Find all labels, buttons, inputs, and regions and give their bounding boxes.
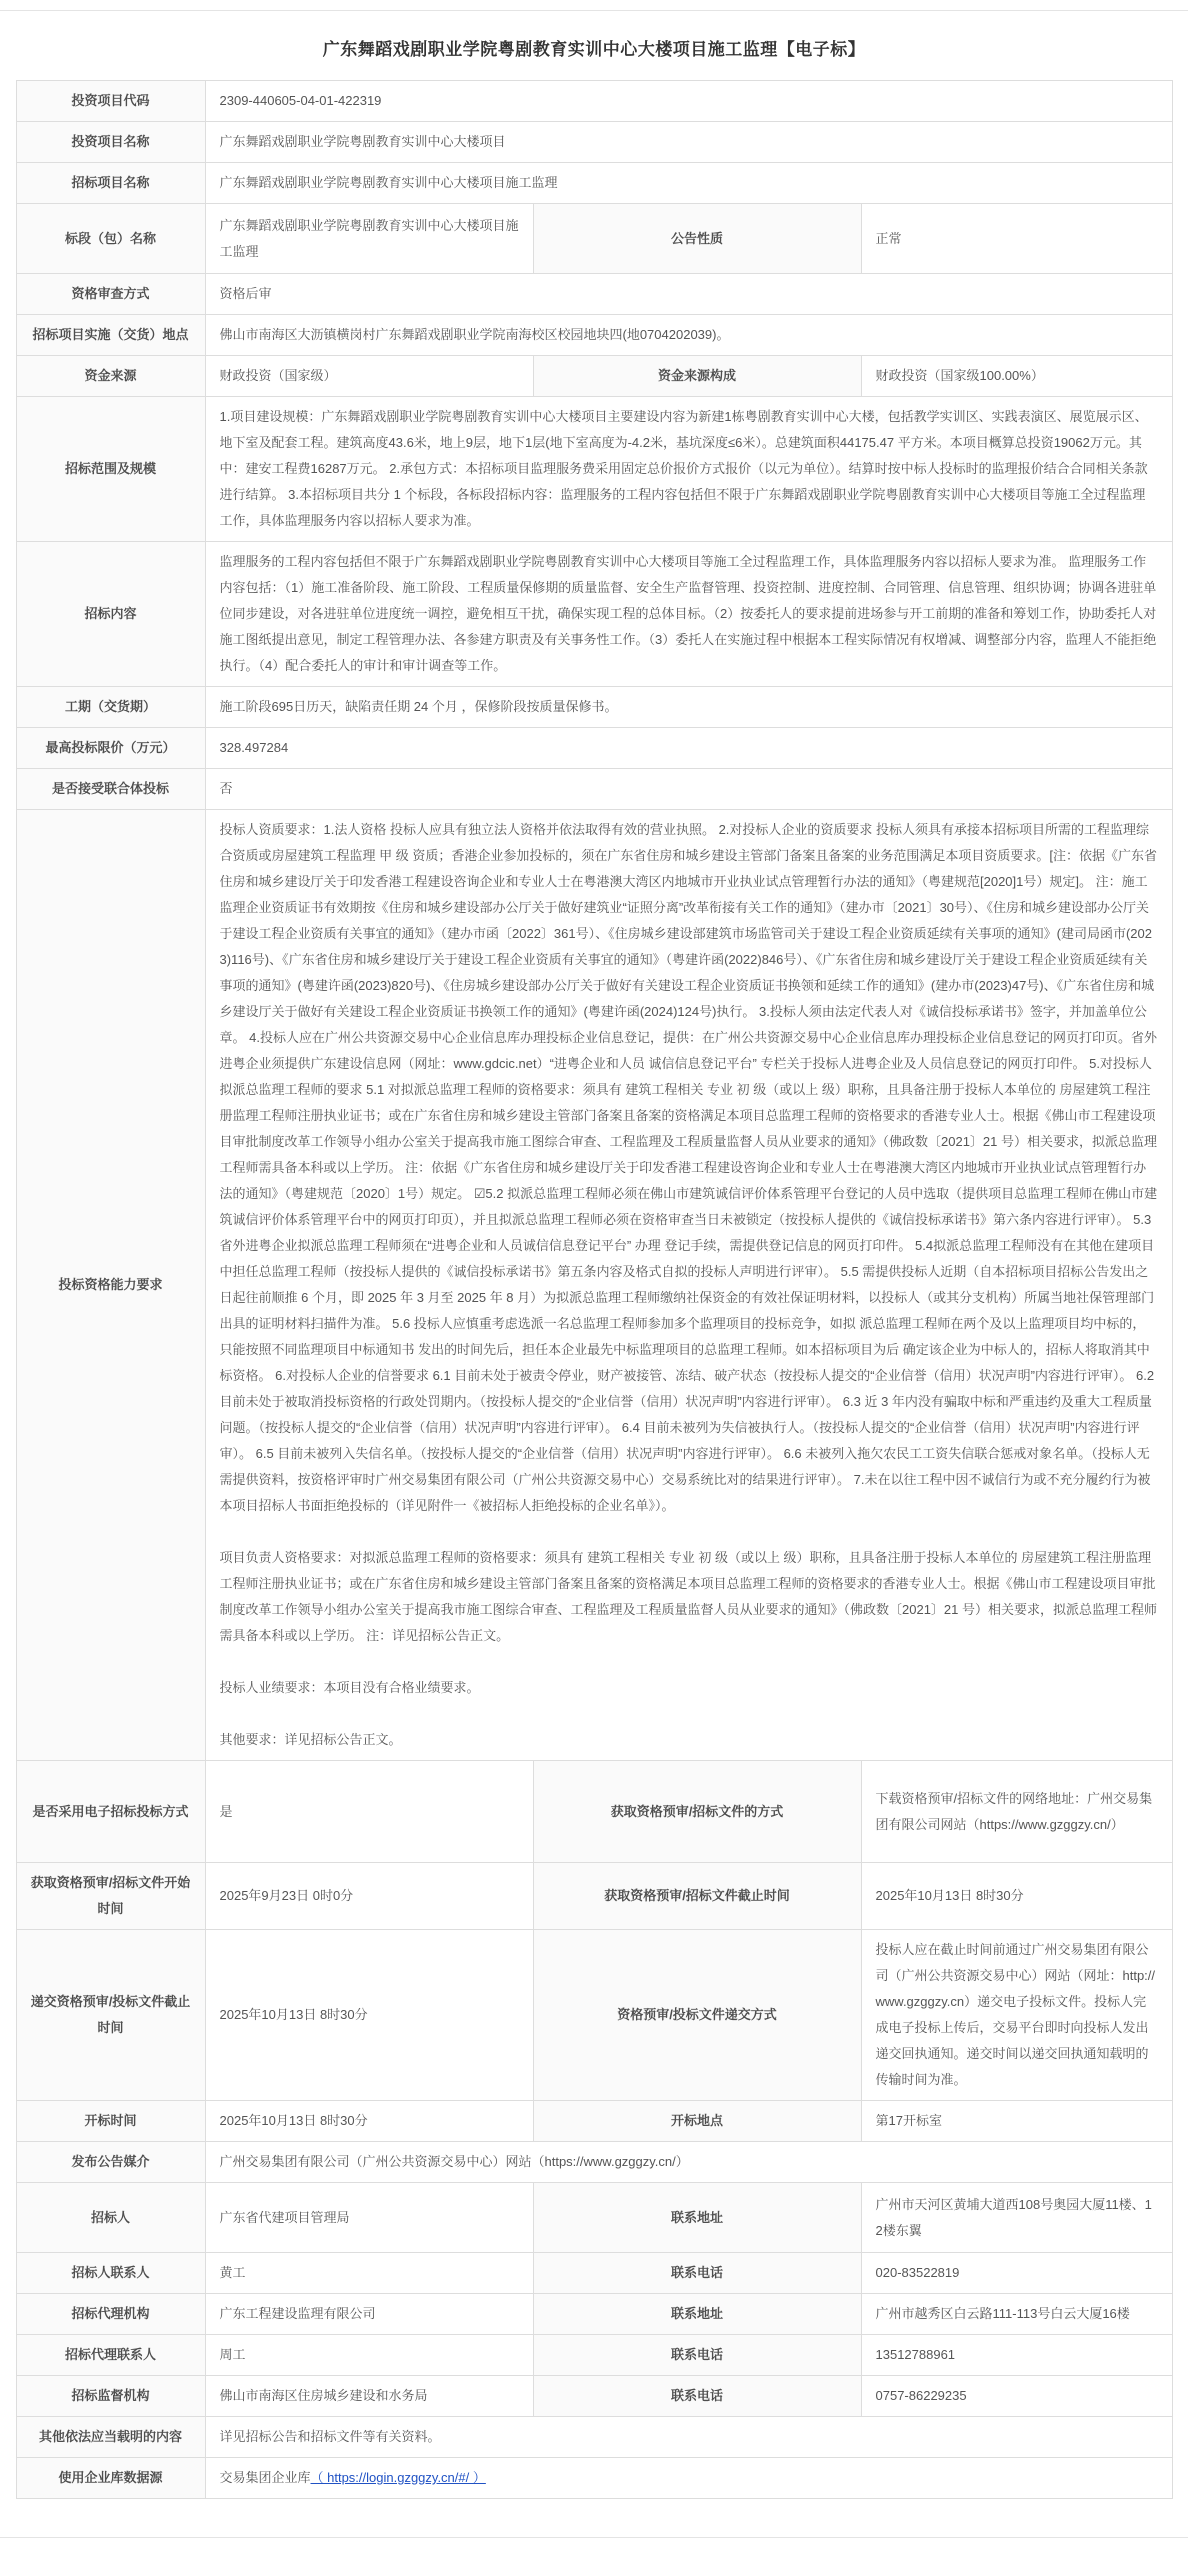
row-submission-deadline [16,1930,1172,2101]
value-document-acquisition-deadline: 2025年10月13日 8时30分 [861,1863,1172,1930]
row-qualification-review-method [16,274,1172,315]
value-section-package-name: 广东舞蹈戏剧职业学院粤剧教育实训中心大楼项目施工监理 [205,204,533,274]
label-tenderer: 招标人 [16,2183,205,2253]
value-investment-project-name: 广东舞蹈戏剧职业学院粤剧教育实训中心大楼项目 [205,122,1172,163]
label-bid-opening-location: 开标地点 [533,2101,861,2142]
value-construction-period: 施工阶段695日历天，缺陷责任期 24 个月 ，保修阶段按质量保修书。 [205,687,1172,728]
label-funding-source: 资金来源 [16,356,205,397]
label-submission-deadline: 递交资格预审/投标文件截止时间 [16,1930,205,2101]
label-enterprise-database-source: 使用企业库数据源 [16,2458,205,2499]
qualification-paragraph-project-leader: 项目负责人资格要求：对拟派总监理工程师的资格要求：须具有 建筑工程相关 专业 初 级（或以上 级）职称，且具备注册于投标人本单位的 房屋建筑工程注册监理工程师注册执业证书；或在广东省住房和城乡建设主管部门备案且备案的资格满足本项目总监理工程师的资格要求的香港专业人士。根据《佛山市工程建设项目审批制度改革工作领导小组办公室关于提高我市施工图综合审查、工程监理及工程质量监督人员从业要求的通知》（佛政数〔2021〕21 号）相关要求，拟派总监理工程师需具备本科或以上学历。 注：详见招标公告正文。 [219,1550,1157,1643]
row-bidder-qualification-requirements [16,810,1172,1761]
value-document-acquisition-method: 下载资格预审/招标文件的网络地址：广州交易集团有限公司网站（https://www.gzggzy.cn/） [861,1761,1172,1863]
row-tender-scope-and-scale [16,397,1172,542]
label-tender-project-name: 招标项目名称 [16,163,205,204]
value-electronic-bidding: 是 [205,1761,533,1863]
row-section-package-name [16,204,1172,274]
row-investment-project-code [16,81,1172,122]
label-electronic-bidding: 是否采用电子招标投标方式 [16,1761,205,1863]
label-bid-opening-time: 开标时间 [16,2101,205,2142]
label-construction-period: 工期（交货期） [16,687,205,728]
value-supervision-authority: 佛山市南海区住房城乡建设和水务局 [205,2376,533,2417]
value-submission-method: 投标人应在截止时间前通过广州交易集团有限公司（广州公共资源交易中心）网站（网址：http://www.gzggzy.cn）递交电子投标文件。投标人完成电子投标上传后，交易平台即时向投标人发出递交回执通知。递交时间以递交回执通知载明的传输时间为准。 [861,1930,1172,2101]
page-title: 广东舞蹈戏剧职业学院粤剧教育实训中心大楼项目施工监理【电子标】 [322,40,866,59]
row-construction-period [16,687,1172,728]
value-bid-opening-time: 2025年10月13日 8时30分 [205,2101,533,2142]
row-max-bid-price [16,728,1172,769]
value-tender-project-name: 广东舞蹈戏剧职业学院粤剧教育实训中心大楼项目施工监理 [205,163,1172,204]
label-tender-scope-and-scale: 招标范围及规模 [16,397,205,542]
qualification-paragraph-other: 其他要求：详见招标公告正文。 [219,1732,402,1747]
value-announcement-nature: 正常 [861,204,1172,274]
label-funding-composition: 资金来源构成 [533,356,861,397]
label-investment-project-code: 投资项目代码 [16,81,205,122]
label-submission-method: 资格预审/投标文件递交方式 [533,1930,861,2101]
value-tenderer-contact-phone: 020-83522819 [861,2253,1172,2294]
enterprise-database-link[interactable]: （ https://login.gzggzy.cn/#/ ） [310,2470,486,2485]
label-bidder-qualification-requirements: 投标资格能力要求 [16,810,205,1761]
label-other-required-content: 其他依法应当载明的内容 [16,2417,205,2458]
value-tender-scope-and-scale: 1.项目建设规模：广东舞蹈戏剧职业学院粤剧教育实训中心大楼项目主要建设内容为新建1栋粤剧教育实训中心大楼，包括教学实训区、实践表演区、展览展示区、地下室及配套工程。建筑高度43.6米，地上9层，地下1层(地下室高度为-4.2米，基坑深度≤6米）。总建筑面积44175.47 平方米。本项目概算总投资19062万元。其中：建安工程费16287万元。 2.承包方式：本招标项目监理服务费采用固定总价报价方式报价（以元为单位）。结算时按中标人投标时的监理报价结合合同相关条款进行结算。 3.本招标项目共分 1 个标段，各标段招标内容：监理服务的工程内容包括但不限于广东舞蹈戏剧职业学院粤剧教育实训中心大楼项目等施工全过程监理工作，具体监理服务内容以招标人要求为准。 [205,397,1172,542]
value-submission-deadline: 2025年10月13日 8时30分 [205,1930,533,2101]
label-announcement-nature: 公告性质 [533,204,861,274]
label-tenderer-contact-phone: 联系电话 [533,2253,861,2294]
value-other-required-content: 详见招标公告和招标文件等有关资料。 [205,2417,1172,2458]
label-tenderer-contact-address: 联系地址 [533,2183,861,2253]
row-investment-project-name [16,122,1172,163]
value-tenderer: 广东省代建项目管理局 [205,2183,533,2253]
value-funding-composition: 财政投资（国家级100.00%） [861,356,1172,397]
value-agency-contact-phone: 13512788961 [861,2335,1172,2376]
row-tender-content [16,542,1172,687]
row-tender-project-name [16,163,1172,204]
label-section-package-name: 标段（包）名称 [16,204,205,274]
label-agency: 招标代理机构 [16,2294,205,2335]
value-tenderer-contact: 黄工 [205,2253,533,2294]
row-agency [16,2294,1172,2335]
value-agency: 广东工程建设监理有限公司 [205,2294,533,2335]
row-bid-opening [16,2101,1172,2142]
label-implementation-location: 招标项目实施（交货）地点 [16,315,205,356]
value-tenderer-contact-address: 广州市天河区黄埔大道西108号奥园大厦11楼、12楼东翼 [861,2183,1172,2253]
label-supervision-authority: 招标监督机构 [16,2376,205,2417]
row-implementation-location [16,315,1172,356]
row-tenderer [16,2183,1172,2253]
value-agency-contact: 周工 [205,2335,533,2376]
label-tender-content: 招标内容 [16,542,205,687]
value-qualification-review-method: 资格后审 [205,274,1172,315]
tender-info-table [16,80,1173,2499]
label-agency-contact-phone: 联系电话 [533,2335,861,2376]
qualification-paragraph-performance: 投标人业绩要求：本项目没有合格业绩要求。 [219,1680,480,1695]
label-agency-contact-address: 联系地址 [533,2294,861,2335]
row-supervision-authority [16,2376,1172,2417]
value-agency-contact-address: 广州市越秀区白云路111-113号白云大厦16楼 [861,2294,1172,2335]
value-bid-opening-location: 第17开标室 [861,2101,1172,2142]
label-qualification-review-method: 资格审查方式 [16,274,205,315]
row-joint-venture-accepted [16,769,1172,810]
label-document-acquisition-deadline: 获取资格预审/招标文件截止时间 [533,1863,861,1930]
value-investment-project-code: 2309-440605-04-01-422319 [205,81,1172,122]
value-joint-venture-accepted: 否 [205,769,1172,810]
row-document-acquisition-time [16,1863,1172,1930]
label-supervision-phone: 联系电话 [533,2376,861,2417]
label-document-acquisition-start: 获取资格预审/招标文件开始时间 [16,1863,205,1930]
row-tenderer-contact [16,2253,1172,2294]
row-other-required-content [16,2417,1172,2458]
value-enterprise-database-source [205,2458,1172,2499]
bottom-divider [0,2537,1188,2538]
row-announcement-media [16,2142,1172,2183]
label-agency-contact: 招标代理联系人 [16,2335,205,2376]
value-max-bid-price: 328.497284 [205,728,1172,769]
value-announcement-media: 广州交易集团有限公司（广州公共资源交易中心）网站（https://www.gzggzy.cn/） [205,2142,1172,2183]
row-enterprise-database-source [16,2458,1172,2499]
value-implementation-location: 佛山市南海区大沥镇横岗村广东舞蹈戏剧职业学院南海校区校园地块四(地0704202039)。 [205,315,1172,356]
value-tender-content: 监理服务的工程内容包括但不限于广东舞蹈戏剧职业学院粤剧教育实训中心大楼项目等施工全过程监理工作，具体监理服务内容以招标人要求为准。 监理服务工作内容包括：（1）施工准备阶段、施工阶段、工程质量保修期的质量监督、安全生产监督管理、投资控制、进度控制、合同管理、信息管理、组织协调；协调各进驻单位同步建设，对各进驻单位进度统一调控，避免相互干扰，确保实现工程的总体目标。（2）按委托人的要求提前进场参与开工前期的准备和筹划工作，协助委托人对施工图纸提出意见，制定工程管理办法、各参建方职责及有关事务性工作。（3）委托人在实施过程中根据本工程实际情况有权增减、调整部分内容，监理人不能拒绝执行。（4）配合委托人的审计和审计调查等工作。 [205,542,1172,687]
value-document-acquisition-start: 2025年9月23日 0时0分 [205,1863,533,1930]
label-max-bid-price: 最高投标限价（万元） [16,728,205,769]
label-investment-project-name: 投资项目名称 [16,122,205,163]
row-agency-contact [16,2335,1172,2376]
label-tenderer-contact: 招标人联系人 [16,2253,205,2294]
value-bidder-qualification-requirements [205,810,1172,1761]
row-funding-source [16,356,1172,397]
enterprise-database-name: 交易集团企业库 [219,2470,311,2485]
label-announcement-media: 发布公告媒介 [16,2142,205,2183]
label-joint-venture-accepted: 是否接受联合体投标 [16,769,205,810]
value-funding-source: 财政投资（国家级） [205,356,533,397]
qualification-paragraph-bidder: 投标人资质要求：1.法人资格 投标人应具有独立法人资格并依法取得有效的营业执照。 2.对投标人企业的资质要求 投标人须具有承接本招标项目所需的工程监理综合资质或房屋建筑工程监理 甲 级 资质；香港企业参加投标的，须在广东省住房和城乡建设主管部门备案且备案的业务范围满足本项目资质要求。[注：依据《广东省住房和城乡建设厅关于印发香港工程建设咨询企业和专业人士在粤港澳大湾区内地城市开业执业试点管理暂行办法的通知》（粤建规范[2020]1号）规定]。 注：施工监理企业资质证书有效期按《住房和城乡建设部办公厅关于做好建筑业“证照分离”改革衔接有关工作的通知》（建办市〔2021〕30号）、《住房和城乡建设部办公厅关于建设工程企业资质有关事宜的通知》（建办市函〔2022〕361号）、《住房城乡建设部建筑市场监管司关于建设工程企业资质延续有关事项的通知》(建司局函市(2023)116号)、《广东省住房和城乡建设厅关于建设工程企业资质有关事宜的通知》（粤建许函(2022)846号）、《广东省住房和城乡建设厅关于建设工程企业资质延续有关事项的通知》(粤建许函(2023)820号)、《住房城乡建设部办公厅关于做好有关建设工程企业资质证书换领和延续工作的通知》(建办市(2023)47号)、《广东省住房和城乡建设厅关于做好有关建设工程企业资质证书换领工作的通知》(粤建许函(2024)124号)执行。 3.投标人须由法定代表人对《诚信投标承诺书》签字，并加盖单位公章。 4.投标人应在广州公共资源交易中心企业信息库办理投标企业信息登记，提供：在广州公共资源交易中心企业信息库办理投标企业信息登记的网页打印页。省外进粤企业须提供广东建设信息网（网址：www.gdcic.net）“进粤企业和人员 诚信信息登记平台” 专栏关于投标人进粤企业及人员信息登记的网页打印件。 5.对投标人拟派总监理工程师的要求 5.1 对拟派总监理工程师的资格要求：须具有 建筑工程相关 专业 初 级（或以上 级）职称，且具备注册于投标人本单位的 房屋建筑工程注册监理工程师注册执业证书；或在广东省住房和城乡建设主管部门备案且备案的资格满足本项目总监理工程师的资格要求的香港专业人士。根据《佛山市工程建设项目审批制度改革工作领导小组办公室关于提高我市施工图综合审查、工程监理及工程质量监督人员从业要求的通知》（佛政数〔2021〕21 号）相关要求，拟派总监理工程师需具备本科或以上学历。 注：依据《广东省住房和城乡建设厅关于印发香港工程建设咨询企业和专业人士在粤港澳大湾区内地城市开业执业试点管理暂行办法的通知》（粤建规范〔2020〕1号）规定。 ☑5.2 拟派总监理工程师必须在佛山市建筑诚信评价体系管理平台登记的人员中选取（提供项目总监理工程师在佛山市建筑诚信评价体系管理平台中的网页打印页），并且拟派总监理工程师必须在资格审查当日未被锁定（按投标人提供的《诚信投标承诺书》第六条内容进行评审）。 5.3 省外进粤企业拟派总监理工程师须在“进粤企业和人员诚信信息登记平台” 办理 登记手续，需提供登记信息的网页打印件。 5.4拟派总监理工程师没有在其他在建项目中担任总监理工程师（按投标人提供的《诚信投标承诺书》第五条内容及格式自拟的投标人声明进行评审）。 5.5 需提供投标人近期（自本招标项目招标公告发出之日起往前顺推 6 个月，即 2025 年 3 月至 2025 年 8 月）为拟派总监理工程师缴纳社保资金的有效社保证明材料，以投标人（或其分支机构）所属当地社保管理部门出具的证明材料扫描件为准。 5.6 投标人应慎重考虑选派一名总监理工程师参加多个监理项目的投标竞争，如拟 派总监理工程师在两个及以上监理项目均中标的，只能按照不同监理项目中标通知书 发出的时间先后，担任本企业最先中标监理项目的总监理工程师。如本招标项目为后 确定该企业为中标人的，招标人将取消其中标资格。 6.对投标人企业的信誉要求 6.1 目前未处于被责令停业，财产被接管、冻结、破产状态（按投标人提交的“企业信誉（信用）状况声明”内容进行评审）。 6.2 目前未处于被取消投标资格的行政处罚期内。（按投标人提交的“企业信誉（信用）状况声明”内容进行评审）。 6.3 近 3 年内没有骗取中标和严重违约及重大工程质量问题。（按投标人提交的“企业信誉（信用）状况声明”内容进行评审）。 6.4 目前未被列为失信被执行人。（按投标人提交的“企业信誉（信用）状况声明”内容进行评审）。 6.5 目前未被列入失信名单。（按投标人提交的“企业信誉（信用）状况声明”内容进行评审）。 6.6 未被列入拖欠农民工工资失信联合惩戒对象名单。（投标人无需提供资料，按资格评审时广州交易集团有限公司（广州公共资源交易中心）交易系统比对的结果进行评审）。 7.未在以往工程中因不诚信行为或不充分履约行为被本项目招标人书面拒绝投标的（详见附件一《被招标人拒绝投标的企业名单》）。 [219,822,1158,1513]
label-document-acquisition-method: 获取资格预审/招标文件的方式 [533,1761,861,1863]
value-supervision-phone: 0757-86229235 [861,2376,1172,2417]
row-electronic-bidding [16,1761,1172,1863]
